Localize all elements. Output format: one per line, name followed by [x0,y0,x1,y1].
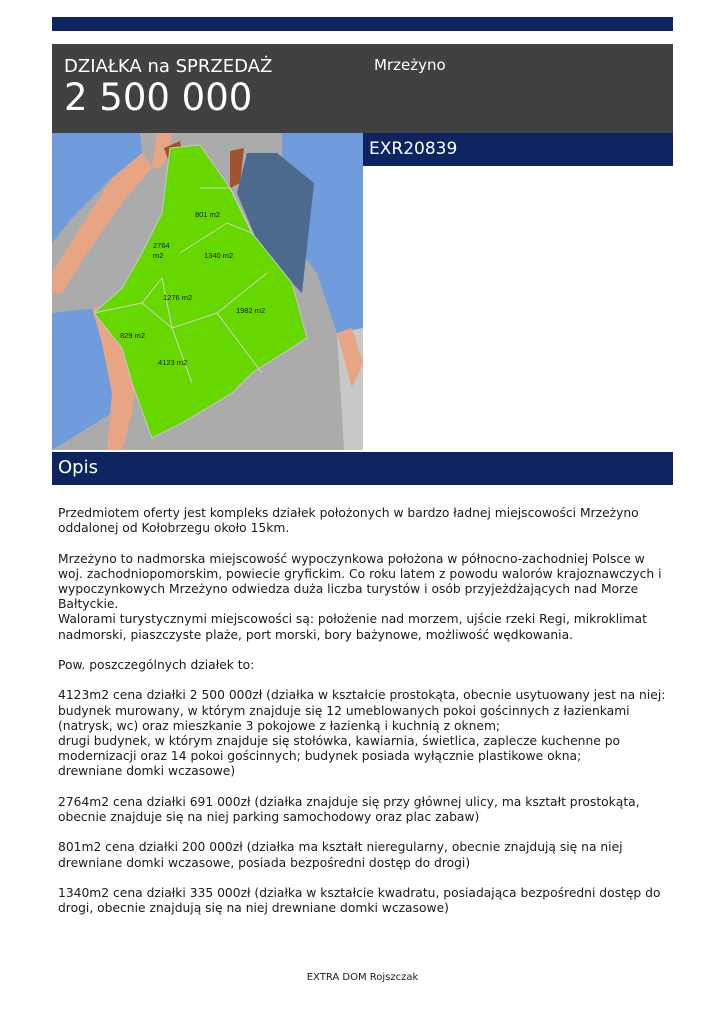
plot-label-1340: 1340 m2 [204,251,234,260]
description-section-title: Opis [58,457,98,478]
plot-map-image [52,133,363,450]
listing-city: Mrzeżyno [374,56,446,74]
description-paragraph: 1340m2 cena działki 335 000zł (działka w kształcie kwadratu, posiadająca bezpośredni dostęp do drogi, obecnie znajdują się na niej drewniane domki wczasowe) [58,886,661,916]
footer-agency-name: EXTRA DOM Rojszczak [306,972,419,983]
top-accent-bar [52,17,673,31]
description-paragraph: 4123m2 cena działki 2 500 000zł (działka w kształcie prostokąta, obecnie usytuowany jest na niej: budynek murowany, w którym znajduje się 12 umeblowanych pokoi gościnnych z łazienkami (natrysk, wc) oraz mieszkanie 3 pokojowe z łazienką i kuchnią z oknem; drugi budynek, w którym znajduje się stołówka, kawiarnia, świetlica, zaplecze kuchenne po modernizacji oraz 14 pokoi gościnnych; budynek posiada wyłącznie plastikowe okna; drewniane domki wczasowe) [58,688,666,779]
plot-label-1276: 1276 m2 [163,293,193,302]
description-paragraph: Pow. poszczególnych działek to: [58,658,255,673]
listing-type: DZIAŁKA na SPRZEDAŻ [64,56,273,77]
description-paragraph: 2764m2 cena działki 691 000zł (działka znajduje się przy głównej ulicy, ma kształt prostokąta, obecnie znajduje się na niej parking samochodowy oraz plac zabaw) [58,794,640,825]
plot-label-801: 801 m2 [195,210,221,219]
description-paragraph: Przedmiotem oferty jest kompleks działek położonych w bardzo ładnej miejscowości Mrzeżyno oddalonej od Kołobrzegu około 15km. [58,506,639,536]
description-paragraph: 801m2 cena działki 200 000zł (działka ma kształt nieregularny, obecnie znajdują się na niej drewniane domki wczasowe, posiada bezpośredni dostęp do drogi) [58,840,623,870]
plot-label-829: 829 m2 [120,331,146,340]
reference-number-bar [363,133,673,166]
plot-label-2764-unit: m2 [153,251,164,260]
listing-header [52,44,673,133]
description-paragraph: Mrzeżyno to nadmorska miejscowość wypoczynkowa położona w północno-zachodniej Polsce w woj. zachodniopomorskim, powiecie gryfickim. Co roku latem z powodu walorów krajoznawczych i wypoczynkowych Mrzeżyno odwiedza duża liczba turystów i osób przyjeżdżających nad Morze Bałtyckie. Walorami turystycznymi miejscowości są: położenie nad morzem, ujście rzeki Regi, mikroklimat nadmorski, piaszczyste plaże, port morski, bory bażynowe, możliwość wędkowania. [58,551,662,642]
plot-label-1982: 1982 m2 [236,306,266,315]
listing-price: 2 500 000 [64,76,253,119]
description-section-header [52,452,673,485]
plot-label-2764-top: 2764 [153,241,170,250]
plot-label-4123: 4123 m2 [158,358,188,367]
reference-number: EXR20839 [369,139,458,159]
description-body [58,506,668,916]
